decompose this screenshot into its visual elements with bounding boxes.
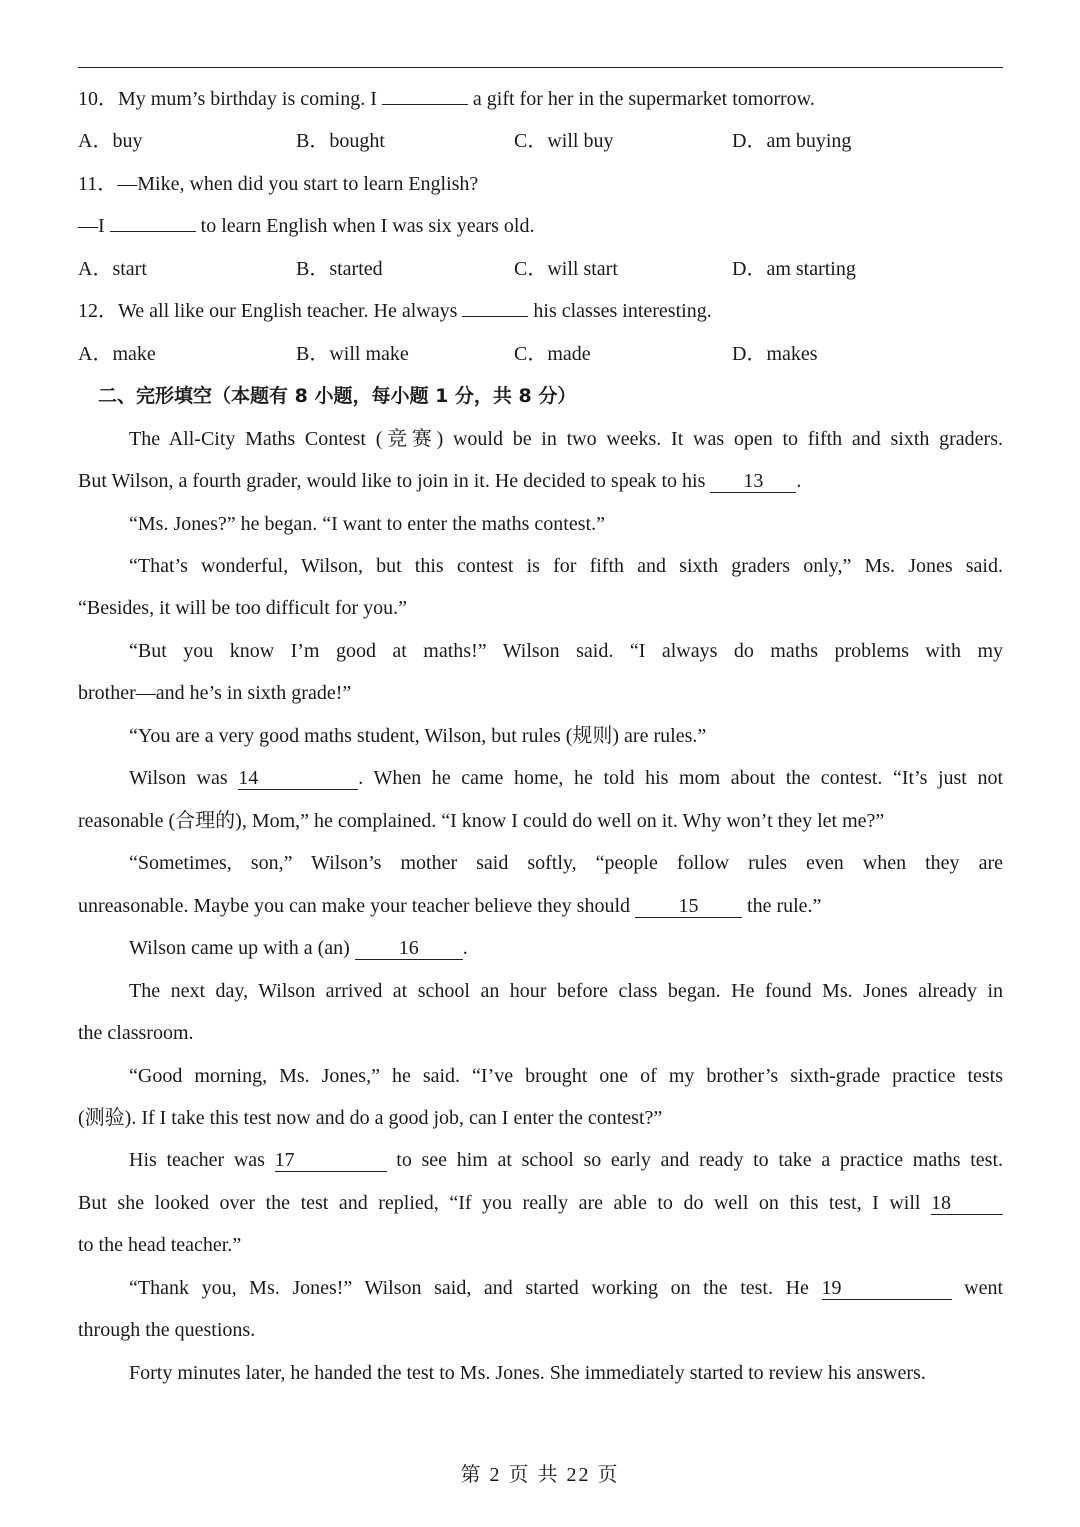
question-10 [78, 85, 1003, 113]
options-12 [78, 340, 1003, 368]
blank-15: 15 [635, 895, 742, 918]
section-title: 二、完形填空（本题有 8 小题，每小题 1 分，共 8 分） [98, 385, 577, 407]
passage-text: Wilson was [129, 767, 228, 789]
passage-text: went [964, 1277, 1004, 1299]
answer-blank [110, 231, 196, 232]
options-11 [78, 255, 1003, 283]
passage-line: “Ms. Jones?” he began. “I want to enter the maths contest.” [129, 513, 605, 535]
passage-line: through the questions. [78, 1319, 256, 1341]
option-d: D．am starting [732, 258, 856, 280]
blank-14: 14 [238, 767, 358, 790]
question-stem-before: We all like our English teacher. He always [118, 300, 458, 322]
passage-line: “You are a very good maths student, Wilson, but rules (规则) are rules.” [129, 725, 707, 747]
blank-19: 19 [822, 1277, 952, 1300]
passage-text: Wilson came up with a (an) [129, 937, 350, 959]
question-number: 11． [78, 173, 118, 195]
passage-line: (测验). If I take this test now and do a good job, can I enter the contest?” [78, 1107, 663, 1129]
passage-line [78, 892, 1003, 920]
passage-line: brother—and he’s in sixth grade!” [78, 682, 352, 704]
question-number: 10． [78, 88, 118, 110]
blank-17: 17 [275, 1149, 387, 1172]
passage-line: The All-City Maths Contest (竞赛) would be in two weeks. It was open to fifth and sixth graders. [129, 428, 1003, 450]
reply-before: —I [78, 215, 105, 237]
passage-line [78, 1274, 1003, 1302]
option-c: C．made [514, 343, 591, 365]
passage-line: But Wilson, a fourth grader, would like to join in it. He decided to speak to his 13 . [78, 470, 802, 492]
passage-line: Forty minutes later, he handed the test to Ms. Jones. She immediately started to review his answers. [129, 1362, 926, 1384]
option-a: A．start [78, 258, 147, 280]
passage-text: But Wilson, a fourth grader, would like to join in it. He decided to speak to his [78, 470, 706, 492]
question-11-reply [78, 212, 1003, 240]
question-stem-after: his classes interesting. [533, 300, 712, 322]
passage-line: “That’s wonderful, Wilson, but this contest is for fifth and sixth graders only,” Ms. Jones said. [129, 555, 1003, 577]
passage-line: to the head teacher.” [78, 1234, 242, 1256]
option-b: B．started [296, 258, 383, 280]
passage-text: “Thank you, Ms. Jones!” Wilson said, and started working on the test. He [129, 1277, 809, 1299]
passage-line: “Besides, it will be too difficult for you.” [78, 597, 408, 619]
passage-line: “Good morning, Ms. Jones,” he said. “I’ve brought one of my brother’s sixth-grade practice tests [129, 1065, 1003, 1087]
question-stem-before: My mum’s birthday is coming. I [118, 88, 377, 110]
passage-line [78, 764, 1003, 792]
passage-text: His teacher was [129, 1149, 265, 1171]
page-footer: 第 2 页 共 22 页 [460, 1464, 620, 1486]
passage-line: The next day, Wilson arrived at school an hour before class began. He found Ms. Jones already in [129, 980, 1003, 1002]
passage-line: the classroom. [78, 1022, 194, 1044]
option-a: A．make [78, 343, 156, 365]
passage-text: to see him at school so early and ready to take a practice maths test. [396, 1149, 1004, 1171]
option-b: B．bought [296, 130, 385, 152]
passage-text: unreasonable. Maybe you can make your teacher believe they should [78, 895, 631, 917]
option-c: C．will buy [514, 130, 614, 152]
answer-blank [462, 316, 528, 317]
passage-line: “But you know I’m good at maths!” Wilson said. “I always do maths problems with my [129, 640, 1003, 662]
blank-18: 18 [931, 1192, 1003, 1215]
option-b: B．will make [296, 343, 409, 365]
question-12 [78, 297, 1003, 325]
passage-line: “Sometimes, son,” Wilson’s mother said softly, “people follow rules even when they are [129, 852, 1003, 874]
question-number: 12． [78, 300, 118, 322]
options-10 [78, 127, 1003, 155]
blank-13: 13 [710, 470, 796, 493]
question-11 [78, 170, 1003, 198]
blank-16: 16 [355, 937, 463, 960]
header-rule [78, 67, 1003, 68]
reply-after: to learn English when I was six years old. [200, 215, 535, 237]
question-stem-after: a gift for her in the supermarket tomorrow. [472, 88, 815, 110]
passage-line: Wilson came up with a (an) 16 . [129, 937, 468, 959]
option-a: A．buy [78, 130, 143, 152]
option-d: D．am buying [732, 130, 852, 152]
passage-text: the rule.” [747, 895, 822, 917]
passage-text: . When he came home, he told his mom about the contest. “It’s just not [358, 767, 1003, 789]
passage-line: reasonable (合理的), Mom,” he complained. “I know I could do well on it. Why won’t they let me?” [78, 810, 885, 832]
passage-line [78, 1189, 1003, 1217]
option-c: C．will start [514, 258, 618, 280]
passage-text: But she looked over the test and replied, “If you really are able to do well on this test, I will [78, 1192, 921, 1214]
option-d: D．makes [732, 343, 818, 365]
answer-blank [382, 104, 468, 105]
passage-line [78, 1146, 1003, 1174]
question-stem: —Mike, when did you start to learn English? [117, 173, 479, 195]
